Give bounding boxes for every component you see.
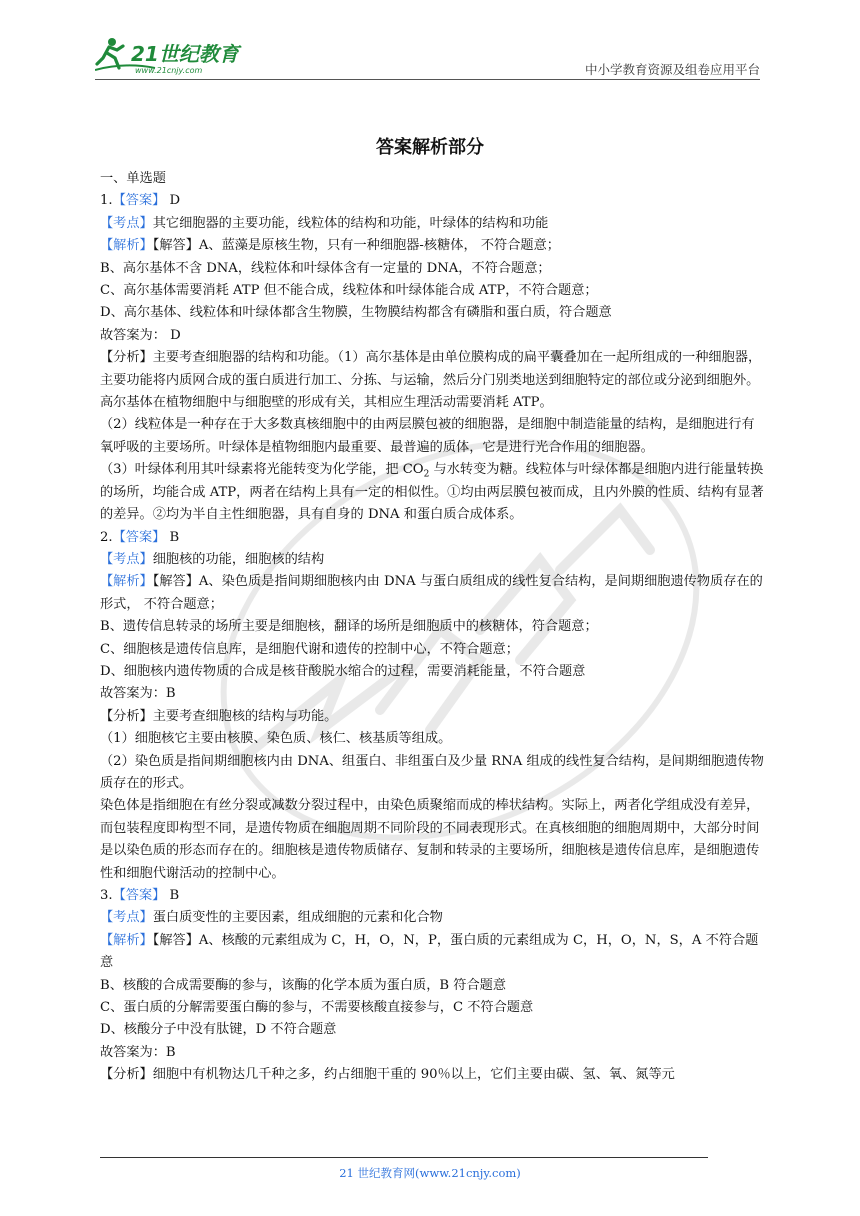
q3-fenxi-1: 【分析】细胞中有机物达几千种之多，约占细胞干重的 90％以上，它们主要由碳、氢、氧、氮等元 <box>100 1067 675 1083</box>
q1-final: 故答案为： D <box>100 327 181 343</box>
platform-name: 中小学教育资源及组卷应用平台 <box>584 62 760 77</box>
logo <box>95 34 265 76</box>
q3-option-d: D、核酸分子中没有肽键，D 不符合题意 <box>100 1022 337 1038</box>
q1-option-b: B、高尔基体不含 DNA，线粒体和叶绿体含有一定量的 DNA，不符合题意； <box>100 260 551 276</box>
q2-final: 故答案为：B <box>100 686 176 702</box>
q2-option-b: B、遗传信息转录的场所主要是细胞核，翻译的场所是细胞质中的核糖体，符合题意； <box>100 619 598 635</box>
q3-answer: 3.【答案】 B <box>100 888 180 903</box>
q3-option-a: 【解析】【解答】A、核酸的元素组成为 C，H，O，N，P，蛋白质的元素组成为 C，H，O，N，S，A 不符合题意 <box>100 932 759 971</box>
q1-fenxi-2: （2）线粒体是一种存在于大多数真核细胞中的由两层膜包被的细胞器，是细胞中制造能量的结构，是细胞进行有氧呼吸的主要场所。叶绿体是植物细胞内最重要、最普遍的质体，它是进行光合作用的细胞器。 <box>100 417 755 455</box>
q1-answer: 1.【答案】 D <box>100 193 181 209</box>
q2-fenxi-2: （1）细胞核它主要由核膜、染色质、核仁、核基质等组成。 <box>100 731 452 747</box>
page-header <box>95 30 760 80</box>
logo-text: 21世纪教育 <box>131 42 239 66</box>
q2-option-d: D、细胞核内遗传物质的合成是核苷酸脱水缩合的过程，需要消耗能量，不符合题意 <box>100 663 586 679</box>
q3-point: 【考点】蛋白质变性的主要因素，组成细胞的元素和化合物 <box>100 910 443 926</box>
q2-point: 【考点】细胞核的功能，细胞核的结构 <box>100 551 325 567</box>
q1-point: 【考点】其它细胞器的主要功能，线粒体的结构和功能，叶绿体的结构和功能 <box>100 215 549 231</box>
q2-fenxi-4: 染色体是指细胞在有丝分裂或减数分裂过程中，由染色质聚缩而成的棒状结构。实际上，两者化学组成没有差异，而包装程度即构型不同，是遗传物质在细胞周期不同阶段的不同表现形式。在真核细胞的细胞周期中，大部分时间是以染色质的形态而存在的。细胞核是遗传物质储存、复制和转录的主要场所，细胞核是遗传信息库，是细胞遗传性和细胞代谢活动的控制中心。 <box>100 798 760 881</box>
q1-option-a: 【解析】【解答】A、蓝藻是原核生物，只有一种细胞器-核糖体， 不符合题意； <box>100 238 560 254</box>
q1-fenxi-1: 【分析】主要考查细胞器的结构和功能。（1）高尔基体是由单位膜构成的扁平囊叠加在一起所组成的一种细胞器，主要功能将内质网合成的蛋白质进行加工、分拣、与运输，然后分门别类地送到细胞特定的部位或分泌到细胞外。高尔基体在植物细胞中与细胞壁的形成有关，其相应生理活动需要消耗 ATP。 <box>100 350 762 411</box>
section-heading: 一、单选题 <box>100 171 166 186</box>
q3-option-c: C、蛋白质的分解需要蛋白酶的参与，不需要核酸直接参与，C 不符合题意 <box>100 1000 534 1016</box>
q3-final: 故答案为：B <box>100 1044 176 1060</box>
page-title: 答案解析部分 <box>376 137 484 158</box>
q2-option-c: C、细胞核是遗传信息库，是细胞代谢和遗传的控制中心，不符合题意； <box>100 641 519 657</box>
q1-option-d: D、高尔基体、线粒体和叶绿体都含生物膜，生物膜结构都含有磷脂和蛋白质，符合题意 <box>100 305 612 321</box>
q2-option-a: 【解析】【解答】A、染色质是指间期细胞核内由 DNA 与蛋白质组成的线性复合结构，是间期细胞遗传物质存在的形式， 不符合题意； <box>100 574 763 612</box>
q2-fenxi-1: 【分析】主要考查细胞核的结构与功能。 <box>100 708 338 724</box>
footer-link[interactable]: 21 世纪教育网(www.21cnjy.com) <box>339 1166 521 1180</box>
answer-content <box>100 168 765 1087</box>
q3-option-b: B、核酸的合成需要酶的参与，该酶的化学本质为蛋白质，B 符合题意 <box>100 977 507 993</box>
logo-url: www.21cnjy.com <box>135 66 203 75</box>
header-divider <box>95 79 760 80</box>
footer-divider <box>100 1157 708 1158</box>
q2-fenxi-3: （2）染色质是指间期细胞核内由 DNA、组蛋白、非组蛋白及少量 RNA 组成的线性复合结构，是间期细胞遗传物质存在的形式。 <box>100 753 764 791</box>
q1-fenxi-3: （3）叶绿体利用其叶绿素将光能转变为化学能，把 $CO_2$ 与水转变为糖。线粒体与叶绿体都是细胞内进行能量转换的场所，均能合成 ATP，两者在结构上具有一定的相似性。①均由两层膜包被而成，且内外膜的性质、结构有显著的差异。②均为半自主性细胞器，具有自身的 DNA 和蛋白质合成体系。 <box>100 462 764 523</box>
q2-answer: 2.【答案】 B <box>100 529 180 545</box>
q1-option-c: C、高尔基体需要消耗 ATP 但不能合成，线粒体和叶绿体能合成 ATP，不符合题意； <box>100 283 598 299</box>
